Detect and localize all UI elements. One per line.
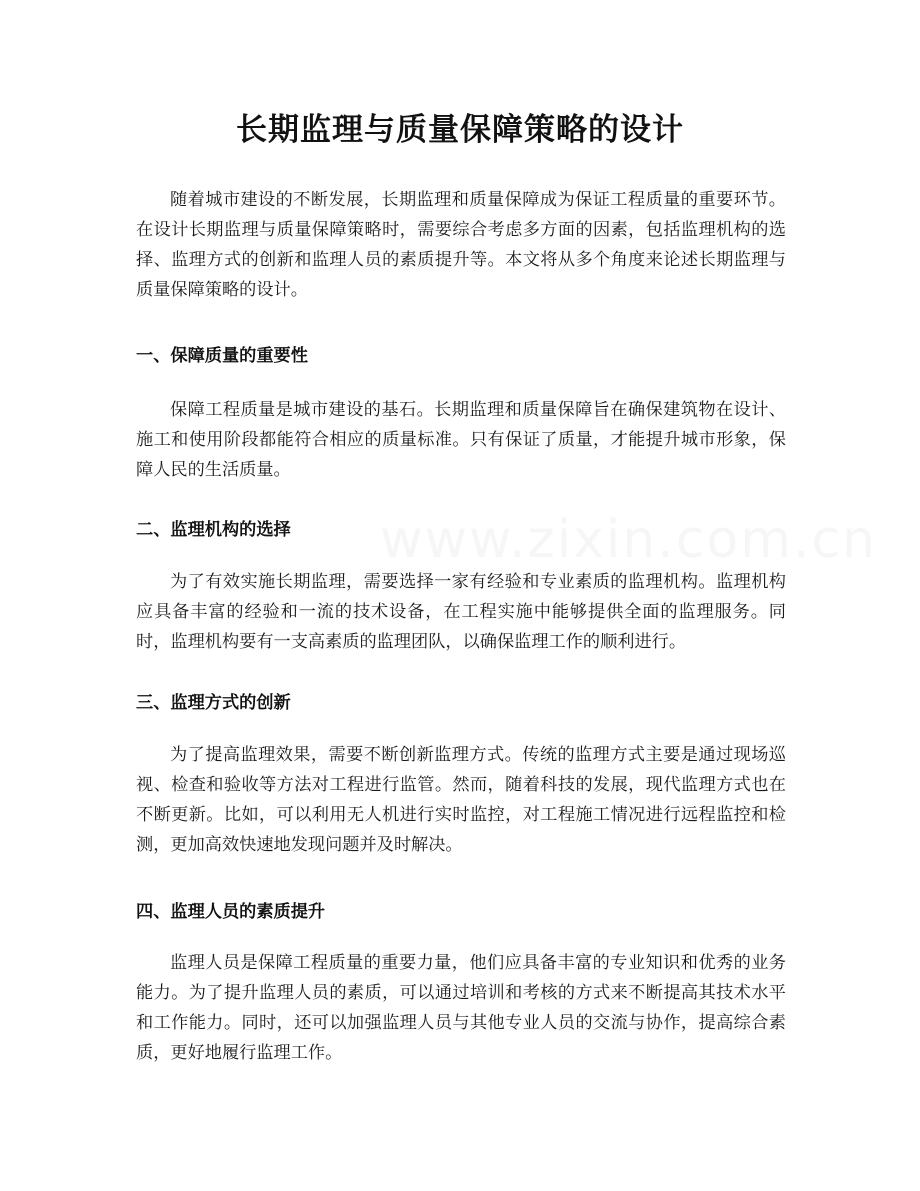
section-heading-2: 二、监理机构的选择 — [136, 520, 291, 540]
section-heading-4: 四、监理人员的素质提升 — [136, 902, 326, 922]
section-body-1: 保障工程质量是城市建设的基石。长期监理和质量保障旨在确保建筑物在设计、施工和使用阶段都能符合相应的质量标准。只有保证了质量，才能提升城市形象，保障人民的生活质量。 — [136, 400, 786, 480]
section-body-2: 为了有效实施长期监理，需要选择一家有经验和专业素质的监理机构。监理机构应具备丰富的经验和一流的技术设备，在工程实施中能够提供全面的监理服务。同时，监理机构要有一支高素质的监理团队，以确保监理工作的顺利进行。 — [136, 572, 786, 652]
watermark: www.zixin.com.cn — [380, 510, 877, 570]
page-title: 长期监理与质量保障策略的设计 — [236, 112, 684, 148]
section-heading-3: 三、监理方式的创新 — [136, 693, 291, 713]
section-body-3: 为了提高监理效果，需要不断创新监理方式。传统的监理方式主要是通过现场巡视、检查和验收等方法对工程进行监管。然而，随着科技的发展，现代监理方式也在不断更新。比如，可以利用无人机进行实时监控，对工程施工情况进行远程监控和检测，更加高效快速地发现问题并及时解决。 — [136, 745, 786, 855]
section-body-4: 监理人员是保障工程质量的重要力量，他们应具备丰富的专业知识和优秀的业务能力。为了提升监理人员的素质，可以通过培训和考核的方式来不断提高其技术水平和工作能力。同时，还可以加强监理人员与其他专业人员的交流与协作，提高综合素质，更好地履行监理工作。 — [136, 953, 786, 1063]
section-heading-1: 一、保障质量的重要性 — [136, 346, 308, 366]
intro-paragraph: 随着城市建设的不断发展，长期监理和质量保障成为保证工程质量的重要环节。在设计长期监理与质量保障策略时，需要综合考虑多方面的因素，包括监理机构的选择、监理方式的创新和监理人员的素质提升等。本文将从多个角度来论述长期监理与质量保障策略的设计。 — [136, 190, 786, 300]
